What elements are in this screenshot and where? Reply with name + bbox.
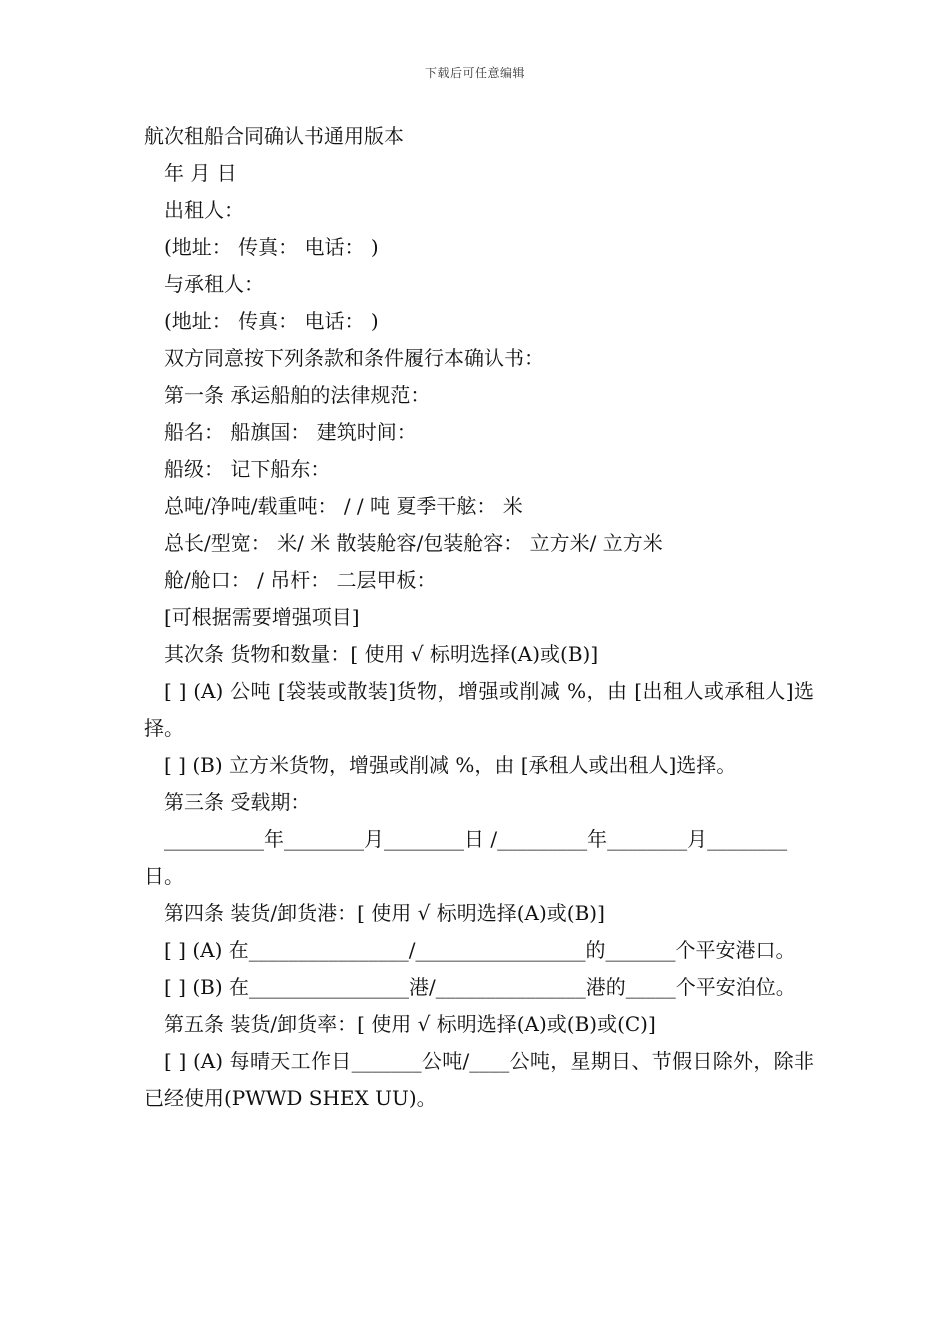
dimensions-line: 总长/型宽： 米/ 米 散装舱容/包装舱容： 立方米/ 立方米 <box>164 531 663 555</box>
document-body <box>144 118 814 1117</box>
article-5-option-a: [ ] (A) 每晴天工作日_______公吨/____公吨，星期日、节假日除外，除非已经使用(PWWD SHEX UU)。 <box>144 1049 814 1110</box>
lessor-contact: (地址： 传真： 电话： ) <box>164 235 379 259</box>
article-1-title: 第一条 承运船舶的法律规范： <box>164 383 431 407</box>
lessee-label: 与承租人： <box>164 272 264 296</box>
article-4-option-b: [ ] (B) 在________________港/_______________港的_____个平安泊位。 <box>164 975 796 999</box>
lessee-contact: (地址： 传真： 电话： ) <box>164 309 379 333</box>
vessel-name-line: 船名： 船旗国： 建筑时间： <box>164 420 417 444</box>
article-2-title: 其次条 货物和数量：[ 使用 √ 标明选择(A)或(B)] <box>164 642 599 666</box>
vessel-class-line: 船级： 记下船东： <box>164 457 331 481</box>
article-2-option-a: [ ] (A) 公吨 [袋装或散装]货物，增强或削减 %，由 [出租人或承租人]选择。 <box>144 679 814 740</box>
date-line: 年 月 日 <box>164 161 237 185</box>
article-3-title: 第三条 受载期： <box>164 790 311 814</box>
hatch-line: 舱/舱口： / 吊杆： 二层甲板： <box>164 568 437 592</box>
agreement-statement: 双方同意按下列条款和条件履行本确认书： <box>164 346 544 370</box>
lessor-label: 出租人： <box>164 198 244 222</box>
article-5-title: 第五条 装货/卸货率：[ 使用 √ 标明选择(A)或(B)或(C)] <box>164 1012 656 1036</box>
tonnage-line: 总吨/净吨/载重吨： / / 吨 夏季干舷： 米 <box>164 494 523 518</box>
article-4-title: 第四条 装货/卸货港：[ 使用 √ 标明选择(A)或(B)] <box>164 901 605 925</box>
additional-items-note: [可根据需要增强项目] <box>164 605 360 629</box>
article-4-option-a: [ ] (A) 在________________/_________________的_______个平安港口。 <box>164 938 796 962</box>
article-3-text: __________年________月________日 /_________年________月________日。 <box>144 827 788 888</box>
document-title: 航次租船合同确认书通用版本 <box>144 124 404 148</box>
article-2-option-b: [ ] (B) 立方米货物，增强或削减 %，由 [承租人或出租人]选择。 <box>164 753 737 777</box>
page-header: 下载后可任意编辑 <box>424 66 525 80</box>
